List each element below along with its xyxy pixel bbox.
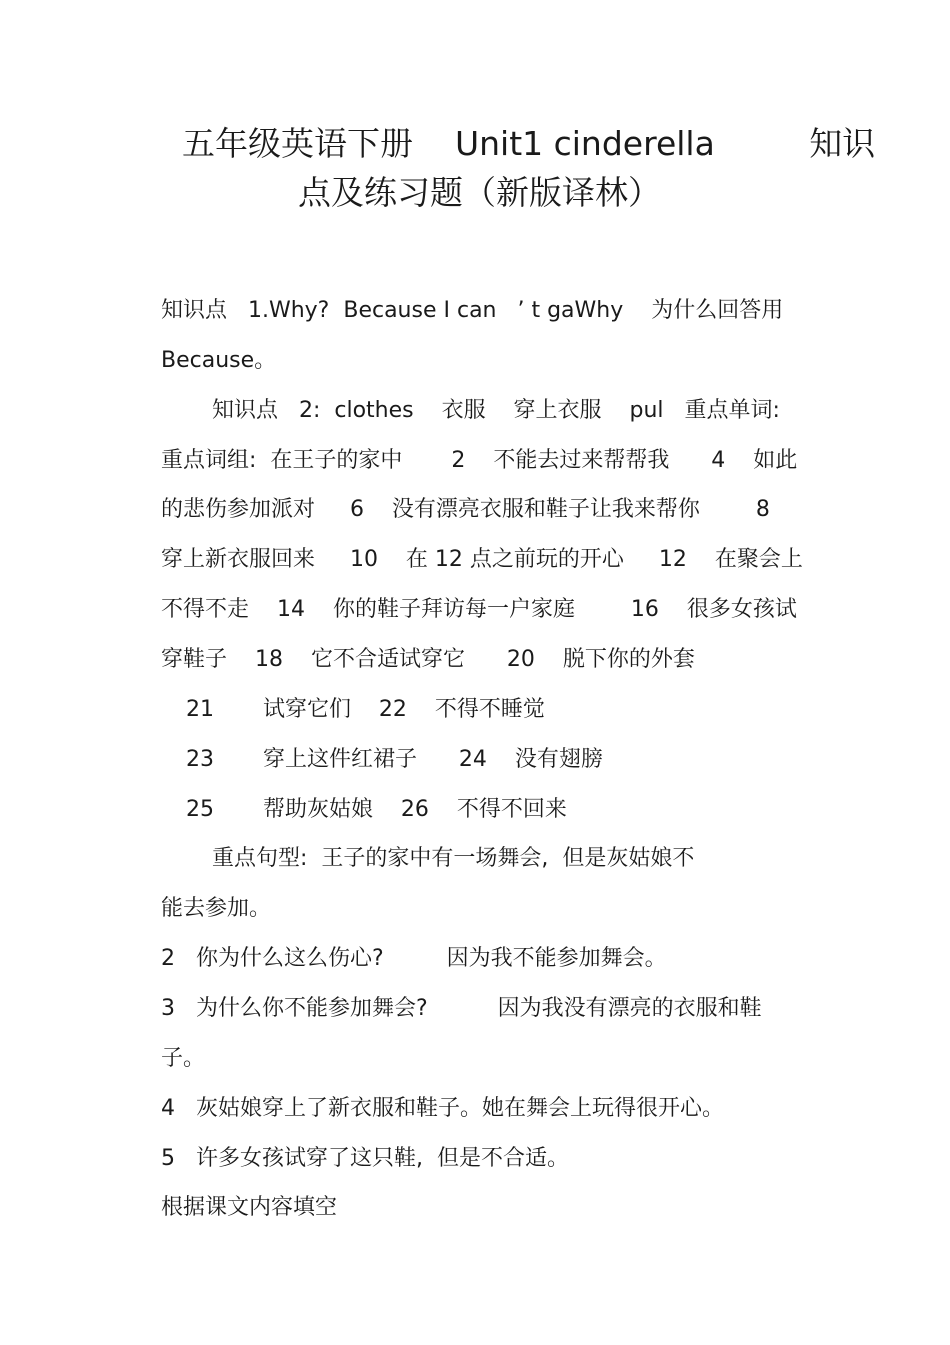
key-phrases-line: 25 帮助灰姑娘 26 不得不回来 xyxy=(186,797,567,822)
key-phrases-line: 21 试穿它们 22 不得不睡觉 xyxy=(186,697,545,722)
key-sentences-line: 子。 xyxy=(161,1046,206,1071)
knowledge-point-1: 知识点 1.Why? Because I can ’ t gaWhy 为什么回答用 xyxy=(161,298,784,323)
key-phrases-line: 穿上新衣服回来 10 在 12 点之前玩的开心 12 在聚会上 xyxy=(161,547,803,572)
knowledge-point-2: 知识点 2: clothes 衣服 穿上衣服 pul 重点单词: xyxy=(212,398,780,423)
key-phrases-line: 23 穿上这件红裙子 24 没有翅膀 xyxy=(186,747,603,772)
key-sentences-line: 能去参加。 xyxy=(161,896,272,921)
key-phrases-line: 重点词组: 在王子的家中 2 不能去过来帮帮我 4 如此 xyxy=(161,448,798,473)
key-phrases-line: 不得不走 14 你的鞋子拜访每一户家庭 16 很多女孩试 xyxy=(161,597,797,622)
key-sentences-line: 5 许多女孩试穿了这只鞋, 但是不合适。 xyxy=(161,1146,569,1171)
key-sentences-line: 2 你为什么这么伤心? 因为我不能参加舞会。 xyxy=(161,946,667,971)
key-phrases-line: 穿鞋子 18 它不合适试穿它 20 脱下你的外套 xyxy=(161,647,695,672)
key-phrases-line: 的悲伤参加派对 6 没有漂亮衣服和鞋子让我来帮你 8 xyxy=(161,497,770,522)
document-title-line-2: 点及练习题（新版译林） xyxy=(298,173,661,212)
fill-in-heading: 根据课文内容填空 xyxy=(161,1195,338,1220)
document-title-line-1: 五年级英语下册 Unit1 cinderella 知识 xyxy=(182,124,876,163)
key-sentences-line: 4 灰姑娘穿上了新衣服和鞋子。她在舞会上玩得很开心。 xyxy=(161,1096,724,1121)
knowledge-point-1-cont: Because。 xyxy=(161,348,277,373)
key-sentences-line: 3 为什么你不能参加舞会? 因为我没有漂亮的衣服和鞋 xyxy=(161,996,762,1021)
key-sentences-heading: 重点句型: 王子的家中有一场舞会, 但是灰姑娘不 xyxy=(212,846,695,871)
